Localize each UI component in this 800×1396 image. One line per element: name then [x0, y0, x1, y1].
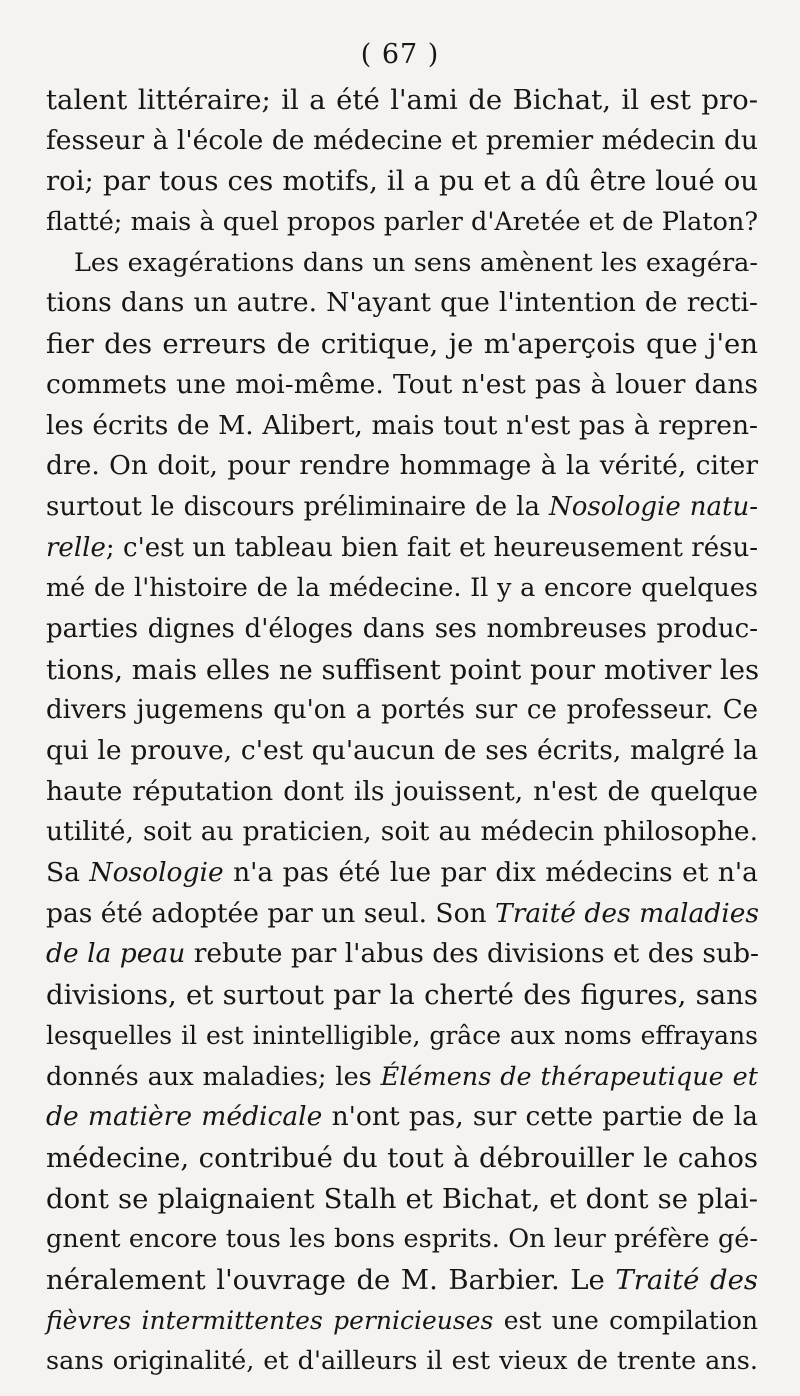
line-text: médecine, contribué du tout à débrouiller le cahos	[46, 1141, 758, 1174]
line-text: Les exagérations dans un sens amènent les exagéra-	[74, 247, 758, 278]
text-line	[46, 1057, 758, 1098]
italic-title-text: relle	[46, 532, 106, 563]
line-text: ; c'est un tableau bien fait et heureusement résu-	[105, 532, 758, 563]
text-line	[46, 1219, 758, 1260]
line-text: n'ont pas, sur cette partie de la	[322, 1101, 758, 1133]
text-line	[46, 975, 758, 1016]
text-line	[46, 243, 758, 284]
italic-title-text: Nosologie	[89, 857, 224, 889]
line-text: divisions, et surtout par la cherté des figures, sans	[46, 979, 758, 1012]
text-line	[46, 528, 758, 569]
line-text: néralement l'ouvrage de M. Barbier. Le	[46, 1263, 616, 1296]
text-line	[46, 650, 758, 691]
text-line	[46, 121, 758, 162]
text-line	[46, 487, 758, 528]
line-text: les écrits de M. Alibert, mais tout n'est pas à repren-	[46, 409, 758, 441]
italic-title-text: Élémens de thérapeutique et	[380, 1061, 758, 1092]
line-text: talent littéraire; il a été l'ami de Bichat, il est pro-	[46, 84, 758, 116]
line-text: tions dans un autre. N'ayant que l'intention de recti-	[46, 287, 758, 319]
text-line	[46, 894, 758, 935]
text-line	[46, 283, 758, 324]
text-line	[46, 1138, 758, 1179]
line-text: fier des erreurs de critique, je m'aperçois que j'en	[46, 328, 758, 361]
line-text: n'a pas été lue par dix médecins et n'a	[223, 857, 758, 889]
text-line	[46, 446, 758, 487]
text-line	[46, 365, 758, 406]
line-text: est une compilation	[493, 1305, 758, 1335]
text-line	[46, 1260, 758, 1301]
line-text: donnés aux maladies; les	[46, 1061, 381, 1092]
line-text: pas été adoptée par un seul. Son	[46, 897, 496, 929]
italic-title-text: de matière médicale	[46, 1101, 323, 1133]
line-text: flatté; mais à quel propos parler d'Aretée et de Platon?	[46, 207, 758, 238]
line-text: sans originalité, et d'ailleurs il est vieux de trente ans.	[46, 1346, 758, 1377]
page-number: ( 67 )	[360, 39, 440, 70]
text-line	[46, 853, 758, 894]
line-text: gnent encore tous les bons esprits. On leur préfère gé-	[46, 1224, 758, 1255]
line-text: lesquelles il est inintelligible, grâce aux noms effrayans	[46, 1020, 758, 1050]
text-line	[46, 161, 758, 202]
text-line	[46, 812, 758, 853]
line-text: dont se plaignaient Stalh et Bichat, et dont se plai-	[46, 1182, 758, 1215]
text-line	[46, 80, 758, 121]
italic-title-text: Traité des	[615, 1263, 758, 1296]
line-text: fesseur à l'école de médecine et premier médecin du	[46, 124, 758, 156]
line-text: commets une moi-même. Tout n'est pas à louer dans	[46, 368, 758, 400]
text-line	[46, 406, 758, 447]
line-text: qui le prouve, c'est qu'aucun de ses écrits, malgré la	[46, 735, 758, 766]
line-text: parties dignes d'éloges dans ses nombreuses produc-	[46, 613, 758, 644]
text-line	[46, 772, 758, 813]
text-body	[46, 80, 758, 1382]
text-line	[46, 324, 758, 365]
line-text: rebute par l'abus des divisions et des sub-	[185, 938, 759, 970]
text-line	[46, 1097, 758, 1138]
line-text: haute réputation dont ils jouissent, n'est de quelque	[46, 775, 758, 807]
line-text: Sa	[46, 857, 90, 889]
line-text: tions, mais elles ne suffisent point pour motiver les	[46, 653, 760, 686]
text-line	[46, 1016, 758, 1057]
text-line	[46, 731, 758, 772]
text-line	[46, 934, 758, 975]
text-line	[46, 690, 758, 731]
text-line	[46, 1179, 758, 1220]
line-text: dre. On doit, pour rendre hommage à la vérité, citer	[46, 450, 758, 482]
line-text: surtout le discours préliminaire de la	[46, 491, 550, 522]
italic-title-text: fièvres intermittentes pernicieuses	[46, 1305, 494, 1335]
line-text: divers jugemens qu'on a portés sur ce professeur. Ce	[46, 695, 758, 726]
italic-title-text: de la peau	[46, 938, 186, 970]
text-line	[46, 1301, 758, 1342]
line-text: roi; par tous ces motifs, il a pu et a dû être loué ou	[46, 165, 758, 198]
text-line	[46, 1341, 758, 1382]
line-text: mé de l'histoire de la médecine. Il y a encore quelques	[46, 573, 758, 604]
italic-title-text: Traité des maladies	[495, 897, 759, 929]
text-line	[46, 609, 758, 650]
text-line	[46, 568, 758, 609]
line-text: utilité, soit au praticien, soit au médecin philosophe.	[46, 816, 758, 848]
text-line	[46, 202, 758, 243]
italic-title-text: Nosologie natu-	[549, 491, 759, 522]
